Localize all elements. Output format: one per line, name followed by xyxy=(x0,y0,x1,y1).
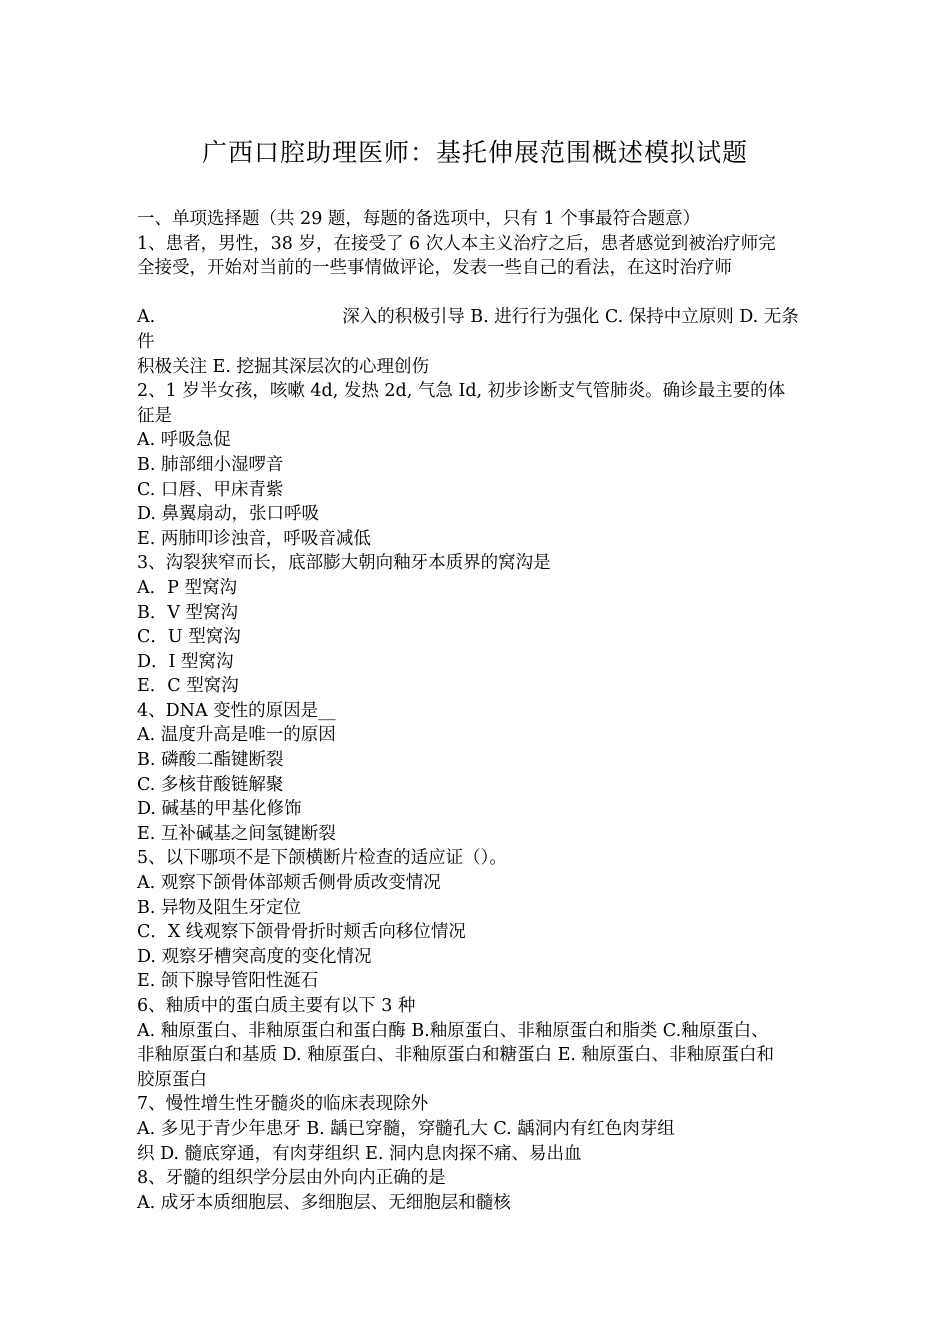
option-line: 件 xyxy=(137,331,155,352)
option-prefix: A. xyxy=(137,307,156,328)
option-line: A. 观察下颌骨体部颊舌侧骨质改变情况 xyxy=(137,873,441,894)
option-line: A. 呼吸急促 xyxy=(137,430,231,451)
option-line: E. 颌下腺导管阳性涎石 xyxy=(137,971,319,992)
option-line: B. 异物及阻生牙定位 xyxy=(137,897,301,918)
option-line: C. 多核苷酸链解聚 xyxy=(137,774,284,795)
option-line: E. 互补碱基之间氢键断裂 xyxy=(137,823,336,844)
option-line: B．V 型窝沟 xyxy=(137,602,239,623)
question-8 xyxy=(137,1166,827,1215)
option-line: A. 多见于青少年患牙 B. 龋已穿髓，穿髓孔大 C. 龋洞内有红色肉芽组 xyxy=(137,1118,675,1139)
question-stem: 1、患者，男性，38 岁，在接受了 6 次人本主义治疗之后，患者感觉到被治疗师完 xyxy=(137,233,776,254)
page-title: 广西口腔助理医师：基托伸展范围概述模拟试题 xyxy=(201,138,748,167)
option-line: 非釉原蛋白和基质 D. 釉原蛋白、非釉原蛋白和糖蛋白 E. 釉原蛋白、非釉原蛋白和 xyxy=(137,1045,775,1066)
option-line: D. 观察牙槽突高度的变化情况 xyxy=(137,946,372,967)
question-1 xyxy=(137,232,827,380)
section-heading: 一、单项选择题（共 29 题，每题的备选项中，只有 1 个事最符合题意） xyxy=(137,209,701,229)
option-line: C．X 线观察下颌骨骨折时颊舌向移位情况 xyxy=(137,922,466,943)
question-stem: 全接受，开始对当前的一些事情做评论，发表一些自己的看法，在这时治疗师 xyxy=(137,258,732,279)
option-line: B. 磷酸二酯键断裂 xyxy=(137,750,284,771)
option-line: A．P 型窝沟 xyxy=(137,577,237,598)
option-line: A. 釉原蛋白、非釉原蛋白和蛋白酶 B.釉原蛋白、非釉原蛋白和脂类 C.釉原蛋白、 xyxy=(137,1020,769,1041)
question-list xyxy=(137,207,827,1215)
option-line: A. 温度升高是唯一的原因 xyxy=(137,725,336,746)
question-stem: 征是 xyxy=(137,405,172,426)
option-line: 织 D. 髓底穿通，有肉芽组织 E. 洞内息肉探不痛、易出血 xyxy=(137,1143,582,1164)
question-stem: 6、釉质中的蛋白质主要有以下 3 种 xyxy=(137,996,416,1016)
option-line: 胶原蛋白 xyxy=(137,1069,207,1090)
question-stem: 3、沟裂狭窄而长，底部膨大朝向釉牙本质界的窝沟是 xyxy=(137,553,551,574)
question-2 xyxy=(137,379,827,551)
question-5 xyxy=(137,846,827,994)
question-stem: 4、DNA 变性的原因是__ xyxy=(137,700,336,721)
question-4 xyxy=(137,699,827,847)
question-stem: 5、以下哪项不是下颌横断片检查的适应证（）。 xyxy=(137,848,507,869)
option-line: D. 鼻翼扇动，张口呼吸 xyxy=(137,504,320,525)
option-line: E．C 型窝沟 xyxy=(137,676,239,697)
option-line: C. 口唇、甲床青紫 xyxy=(137,479,284,500)
question-stem: 7、慢性增生性牙髓炎的临床表现除外 xyxy=(137,1094,429,1115)
option-line: D. 碱基的甲基化修饰 xyxy=(137,799,302,820)
option-text: 深入的积极引导 B. 进行行为强化 C. 保持中立原则 D. 无条 xyxy=(342,307,799,328)
option-line: E. 两肺叩诊浊音，呼吸音减低 xyxy=(137,528,371,549)
option-line: D．I 型窝沟 xyxy=(137,651,234,672)
question-3 xyxy=(137,551,827,699)
option-line: B. 肺部细小湿啰音 xyxy=(137,454,284,475)
question-7 xyxy=(137,1092,827,1166)
question-6 xyxy=(137,994,827,1092)
question-stem: 2、1 岁半女孩，咳嗽 4d, 发热 2d, 气急 Id, 初步诊断支气管肺炎。确诊最主要的体 xyxy=(137,381,786,402)
question-stem: 8、牙髓的组织学分层由外向内正确的是 xyxy=(137,1168,446,1189)
option-line: C．U 型窝沟 xyxy=(137,627,241,648)
blank-line xyxy=(137,281,827,306)
option-line xyxy=(137,305,827,330)
option-line: A. 成牙本质细胞层、多细胞层、无细胞层和髓核 xyxy=(137,1192,511,1213)
option-line: 积极关注 E. 挖掘其深层次的心理创伤 xyxy=(137,356,429,377)
